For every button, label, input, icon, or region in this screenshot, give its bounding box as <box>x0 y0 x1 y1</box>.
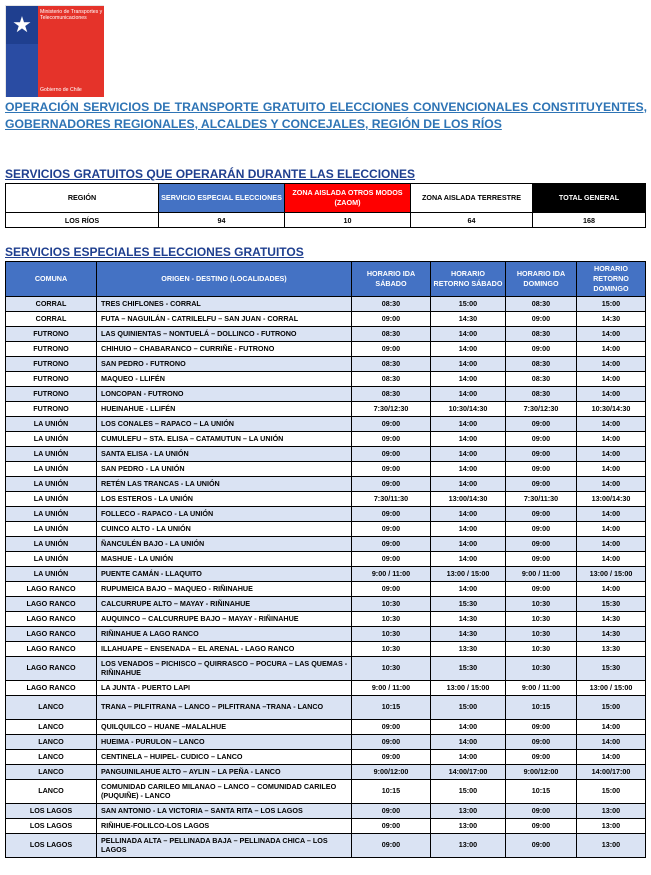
comuna-cell: LA UNIÓN <box>6 507 97 522</box>
comuna-cell: FUTRONO <box>6 387 97 402</box>
comuna-cell: LOS LAGOS <box>6 819 97 834</box>
ida-domingo-cell: 10:30 <box>506 642 577 657</box>
ida-domingo-cell: 09:00 <box>506 804 577 819</box>
ida-domingo-cell: 9:00 / 11:00 <box>506 567 577 582</box>
origin-destination-cell: COMUNIDAD CARILEO MILANAO – LANCO – COMUNIDAD CARILEO (PUQUIÑE) - LANCO <box>97 780 352 804</box>
summary-terrestrial-count: 64 <box>411 213 533 228</box>
retorno-sabado-cell: 14:30 <box>431 627 506 642</box>
services-section-title: SERVICIOS ESPECIALES ELECCIONES GRATUITOS <box>5 245 304 259</box>
ida-sabado-cell: 7:30/12:30 <box>352 402 431 417</box>
comuna-cell: CORRAL <box>6 297 97 312</box>
retorno-domingo-cell: 14:00 <box>577 387 646 402</box>
origin-destination-cell: TRANA – PILFITRANA – LANCO – PILFITRANA –TRANA - LANCO <box>97 696 352 720</box>
table-row <box>6 657 646 681</box>
ida-domingo-cell: 10:30 <box>506 627 577 642</box>
ida-sabado-cell: 08:30 <box>352 357 431 372</box>
ida-domingo-cell: 08:30 <box>506 327 577 342</box>
retorno-domingo-cell: 15:00 <box>577 696 646 720</box>
origin-destination-cell: CHIHUIO – CHABARANCO – CURRIÑE - FUTRONO <box>97 342 352 357</box>
ida-domingo-cell: 10:30 <box>506 657 577 681</box>
table-row <box>6 387 646 402</box>
retorno-domingo-cell: 13:00 / 15:00 <box>577 681 646 696</box>
retorno-sabado-cell: 13:00 <box>431 819 506 834</box>
origin-destination-cell: LA JUNTA - PUERTO LAPI <box>97 681 352 696</box>
ida-domingo-cell: 09:00 <box>506 432 577 447</box>
retorno-sabado-cell: 13:00 <box>431 804 506 819</box>
header-comuna: COMUNA <box>6 262 97 297</box>
retorno-sabado-cell: 14:30 <box>431 312 506 327</box>
origin-destination-cell: RUPUMEICA BAJO – MAQUEO - RIÑINAHUE <box>97 582 352 597</box>
origin-destination-cell: LONCOPAN - FUTRONO <box>97 387 352 402</box>
retorno-domingo-cell: 13:00 / 15:00 <box>577 567 646 582</box>
ida-sabado-cell: 09:00 <box>352 834 431 858</box>
retorno-domingo-cell: 15:00 <box>577 780 646 804</box>
ida-domingo-cell: 09:00 <box>506 507 577 522</box>
ida-domingo-cell: 10:30 <box>506 597 577 612</box>
comuna-cell: FUTRONO <box>6 357 97 372</box>
retorno-domingo-cell: 14:00 <box>577 417 646 432</box>
table-row <box>6 696 646 720</box>
ida-sabado-cell: 09:00 <box>352 312 431 327</box>
table-row <box>6 417 646 432</box>
comuna-cell: LA UNIÓN <box>6 477 97 492</box>
ida-sabado-cell: 10:30 <box>352 627 431 642</box>
origin-destination-cell: ÑANCULÉN BAJO - LA UNIÓN <box>97 537 352 552</box>
comuna-cell: LANCO <box>6 696 97 720</box>
retorno-sabado-cell: 14:00 <box>431 462 506 477</box>
services-table <box>5 261 646 858</box>
table-row <box>6 477 646 492</box>
comuna-cell: LA UNIÓN <box>6 567 97 582</box>
retorno-sabado-cell: 13:00 / 15:00 <box>431 681 506 696</box>
header-retorno-domingo: HORARIO RETORNO DOMINGO <box>577 262 646 297</box>
retorno-domingo-cell: 14:00 <box>577 582 646 597</box>
comuna-cell: FUTRONO <box>6 327 97 342</box>
retorno-sabado-cell: 14:00 <box>431 750 506 765</box>
ida-domingo-cell: 09:00 <box>506 735 577 750</box>
ida-domingo-cell: 09:00 <box>506 342 577 357</box>
retorno-sabado-cell: 14:00 <box>431 552 506 567</box>
comuna-cell: LA UNIÓN <box>6 447 97 462</box>
origin-destination-cell: FOLLECO - RAPACO - LA UNIÓN <box>97 507 352 522</box>
retorno-domingo-cell: 14:00 <box>577 537 646 552</box>
ministry-logo <box>5 5 104 97</box>
table-row <box>6 357 646 372</box>
table-row <box>6 582 646 597</box>
origin-destination-cell: SAN ANTONIO - LA VICTORIA – SANTA RITA – LOS LAGOS <box>97 804 352 819</box>
origin-destination-cell: CUINCO ALTO - LA UNIÓN <box>97 522 352 537</box>
retorno-domingo-cell: 14:00 <box>577 522 646 537</box>
ida-sabado-cell: 10:30 <box>352 657 431 681</box>
retorno-sabado-cell: 14:00/17:00 <box>431 765 506 780</box>
ida-sabado-cell: 10:30 <box>352 642 431 657</box>
origin-destination-cell: TRES CHIFLONES - CORRAL <box>97 297 352 312</box>
ida-sabado-cell: 08:30 <box>352 372 431 387</box>
table-row <box>6 327 646 342</box>
comuna-cell: LA UNIÓN <box>6 492 97 507</box>
ida-sabado-cell: 10:30 <box>352 612 431 627</box>
retorno-sabado-cell: 14:00 <box>431 477 506 492</box>
ida-domingo-cell: 08:30 <box>506 387 577 402</box>
retorno-domingo-cell: 14:00 <box>577 462 646 477</box>
comuna-cell: LOS LAGOS <box>6 804 97 819</box>
ida-sabado-cell: 08:30 <box>352 327 431 342</box>
ida-sabado-cell: 09:00 <box>352 582 431 597</box>
retorno-sabado-cell: 13:30 <box>431 642 506 657</box>
retorno-sabado-cell: 10:30/14:30 <box>431 402 506 417</box>
ida-domingo-cell: 09:00 <box>506 552 577 567</box>
retorno-domingo-cell: 14:00 <box>577 735 646 750</box>
ida-sabado-cell: 10:30 <box>352 597 431 612</box>
retorno-sabado-cell: 14:00 <box>431 342 506 357</box>
comuna-cell: FUTRONO <box>6 402 97 417</box>
comuna-cell: LAGO RANCO <box>6 657 97 681</box>
retorno-domingo-cell: 14:00 <box>577 507 646 522</box>
retorno-sabado-cell: 15:00 <box>431 696 506 720</box>
origin-destination-cell: CALCURRUPE ALTO – MAYAY - RIÑINAHUE <box>97 597 352 612</box>
page-title: OPERACIÓN SERVICIOS DE TRANSPORTE GRATUITO ELECCIONES CONVENCIONALES CONSTITUYENTES, GOBERNADORES REGIONALES, ALCALDES Y CONCEJALES, REGIÓN DE LOS RÍOS <box>5 100 647 131</box>
retorno-sabado-cell: 14:00 <box>431 582 506 597</box>
origin-destination-cell: PELLINADA ALTA – PELLINADA BAJA – PELLINADA CHICA – LOS LAGOS <box>97 834 352 858</box>
retorno-domingo-cell: 14:00 <box>577 750 646 765</box>
ida-sabado-cell: 08:30 <box>352 387 431 402</box>
ida-domingo-cell: 08:30 <box>506 372 577 387</box>
ida-sabado-cell: 09:00 <box>352 447 431 462</box>
table-row <box>6 750 646 765</box>
ida-domingo-cell: 09:00 <box>506 582 577 597</box>
table-row <box>6 447 646 462</box>
table-row <box>6 567 646 582</box>
retorno-sabado-cell: 14:00 <box>431 720 506 735</box>
summary-header-row <box>6 184 646 213</box>
retorno-domingo-cell: 14:00 <box>577 720 646 735</box>
retorno-domingo-cell: 14:00 <box>577 447 646 462</box>
retorno-domingo-cell: 14:00 <box>577 477 646 492</box>
table-row <box>6 342 646 357</box>
origin-destination-cell: CENTINELA – HUIPEL- CUDICO – LANCO <box>97 750 352 765</box>
ida-domingo-cell: 9:00/12:00 <box>506 765 577 780</box>
table-row <box>6 765 646 780</box>
logo-government-text: Gobierno de Chile <box>40 87 82 93</box>
table-row <box>6 312 646 327</box>
ida-sabado-cell: 09:00 <box>352 342 431 357</box>
ida-domingo-cell: 09:00 <box>506 834 577 858</box>
table-row <box>6 402 646 417</box>
logo-blue-block-lower <box>6 44 38 97</box>
table-row <box>6 462 646 477</box>
retorno-domingo-cell: 14:00 <box>577 552 646 567</box>
ida-domingo-cell: 08:30 <box>506 297 577 312</box>
ida-sabado-cell: 09:00 <box>352 462 431 477</box>
retorno-sabado-cell: 15:30 <box>431 597 506 612</box>
origin-destination-cell: SAN PEDRO - LA UNIÓN <box>97 462 352 477</box>
summary-special-count: 94 <box>159 213 285 228</box>
header-ida-domingo: HORARIO IDA DOMINGO <box>506 262 577 297</box>
summary-zaom-count: 10 <box>285 213 411 228</box>
ida-domingo-cell: 09:00 <box>506 312 577 327</box>
comuna-cell: LAGO RANCO <box>6 681 97 696</box>
table-row <box>6 627 646 642</box>
retorno-domingo-cell: 13:00 <box>577 834 646 858</box>
header-retorno-sabado: HORARIO RETORNO SÁBADO <box>431 262 506 297</box>
ida-domingo-cell: 09:00 <box>506 462 577 477</box>
ida-domingo-cell: 7:30/12:30 <box>506 402 577 417</box>
retorno-domingo-cell: 13:30 <box>577 642 646 657</box>
comuna-cell: LAGO RANCO <box>6 627 97 642</box>
ida-domingo-cell: 08:30 <box>506 357 577 372</box>
table-row <box>6 522 646 537</box>
ida-sabado-cell: 09:00 <box>352 735 431 750</box>
header-origin-destination: ORIGEN - DESTINO (LOCALIDADES) <box>97 262 352 297</box>
origin-destination-cell: PUENTE CAMÁN - LLAQUITO <box>97 567 352 582</box>
comuna-cell: CORRAL <box>6 312 97 327</box>
ida-sabado-cell: 09:00 <box>352 750 431 765</box>
retorno-domingo-cell: 14:30 <box>577 312 646 327</box>
summary-header-total: TOTAL GENERAL <box>533 184 646 213</box>
retorno-domingo-cell: 15:30 <box>577 597 646 612</box>
comuna-cell: LA UNIÓN <box>6 432 97 447</box>
origin-destination-cell: QUILQUILCO – HUANE –MALALHUE <box>97 720 352 735</box>
retorno-sabado-cell: 15:00 <box>431 780 506 804</box>
retorno-sabado-cell: 15:00 <box>431 297 506 312</box>
ida-domingo-cell: 09:00 <box>506 720 577 735</box>
origin-destination-cell: LOS ESTEROS - LA UNIÓN <box>97 492 352 507</box>
retorno-domingo-cell: 15:30 <box>577 657 646 681</box>
ida-domingo-cell: 10:15 <box>506 696 577 720</box>
retorno-sabado-cell: 14:30 <box>431 612 506 627</box>
summary-header-terrestrial: ZONA AISLADA TERRESTRE <box>411 184 533 213</box>
comuna-cell: LAGO RANCO <box>6 642 97 657</box>
logo-ministry-text: Ministerio de Transportes y Telecomunicaciones <box>40 9 103 21</box>
origin-destination-cell: HUEIMA - PURULON – LANCO <box>97 735 352 750</box>
comuna-cell: LAGO RANCO <box>6 612 97 627</box>
ida-domingo-cell: 09:00 <box>506 477 577 492</box>
retorno-sabado-cell: 13:00 / 15:00 <box>431 567 506 582</box>
ida-domingo-cell: 09:00 <box>506 447 577 462</box>
comuna-cell: LANCO <box>6 735 97 750</box>
table-row <box>6 834 646 858</box>
table-row <box>6 642 646 657</box>
retorno-sabado-cell: 13:00 <box>431 834 506 858</box>
ida-domingo-cell: 09:00 <box>506 750 577 765</box>
origin-destination-cell: CUMULEFU – STA. ELISA – CATAMUTUN – LA UNIÓN <box>97 432 352 447</box>
retorno-domingo-cell: 14:00 <box>577 357 646 372</box>
ida-sabado-cell: 7:30/11:30 <box>352 492 431 507</box>
ida-sabado-cell: 09:00 <box>352 804 431 819</box>
origin-destination-cell: LOS CONALES – RAPACO – LA UNIÓN <box>97 417 352 432</box>
retorno-domingo-cell: 13:00 <box>577 819 646 834</box>
services-header-row <box>6 262 646 297</box>
retorno-domingo-cell: 14:00 <box>577 372 646 387</box>
origin-destination-cell: RIÑINAHUE A LAGO RANCO <box>97 627 352 642</box>
summary-header-special: SERVICIO ESPECIAL ELECCIONES <box>159 184 285 213</box>
summary-table <box>5 183 646 228</box>
table-row <box>6 681 646 696</box>
retorno-domingo-cell: 14:00 <box>577 342 646 357</box>
ida-sabado-cell: 10:15 <box>352 780 431 804</box>
ida-sabado-cell: 09:00 <box>352 507 431 522</box>
summary-header-zaom: ZONA AISLADA OTROS MODOS (ZAOM) <box>285 184 411 213</box>
comuna-cell: LANCO <box>6 780 97 804</box>
ida-domingo-cell: 7:30/11:30 <box>506 492 577 507</box>
retorno-sabado-cell: 13:00/14:30 <box>431 492 506 507</box>
retorno-sabado-cell: 14:00 <box>431 522 506 537</box>
summary-section-title: SERVICIOS GRATUITOS QUE OPERARÁN DURANTE LAS ELECCIONES <box>5 167 416 181</box>
table-row <box>6 492 646 507</box>
origin-destination-cell: MAQUEO - LLIFÉN <box>97 372 352 387</box>
ida-sabado-cell: 09:00 <box>352 819 431 834</box>
ida-domingo-cell: 9:00 / 11:00 <box>506 681 577 696</box>
summary-data-row <box>6 213 646 228</box>
ida-sabado-cell: 9:00 / 11:00 <box>352 567 431 582</box>
retorno-sabado-cell: 14:00 <box>431 507 506 522</box>
table-row <box>6 432 646 447</box>
ida-sabado-cell: 09:00 <box>352 432 431 447</box>
comuna-cell: FUTRONO <box>6 372 97 387</box>
retorno-domingo-cell: 14:00 <box>577 327 646 342</box>
retorno-sabado-cell: 14:00 <box>431 387 506 402</box>
origin-destination-cell: RETÉN LAS TRANCAS - LA UNIÓN <box>97 477 352 492</box>
retorno-sabado-cell: 14:00 <box>431 537 506 552</box>
table-row <box>6 804 646 819</box>
origin-destination-cell: MASHUE - LA UNIÓN <box>97 552 352 567</box>
origin-destination-cell: RIÑIHUE-FOLILCO-LOS LAGOS <box>97 819 352 834</box>
ida-sabado-cell: 9:00 / 11:00 <box>352 681 431 696</box>
table-row <box>6 372 646 387</box>
retorno-domingo-cell: 13:00 <box>577 804 646 819</box>
comuna-cell: LANCO <box>6 765 97 780</box>
table-row <box>6 537 646 552</box>
comuna-cell: LANCO <box>6 750 97 765</box>
ida-domingo-cell: 09:00 <box>506 537 577 552</box>
ida-sabado-cell: 09:00 <box>352 477 431 492</box>
ida-domingo-cell: 10:15 <box>506 780 577 804</box>
comuna-cell: LAGO RANCO <box>6 597 97 612</box>
ida-domingo-cell: 09:00 <box>506 417 577 432</box>
origin-destination-cell: LOS VENADOS – PICHISCO – QUIRRASCO – POCURA – LAS QUEMAS - RIÑINAHUE <box>97 657 352 681</box>
table-row <box>6 780 646 804</box>
retorno-sabado-cell: 14:00 <box>431 372 506 387</box>
origin-destination-cell: PANGUINILAHUE ALTO – AYLIN – LA PEÑA - LANCO <box>97 765 352 780</box>
comuna-cell: FUTRONO <box>6 342 97 357</box>
table-row <box>6 612 646 627</box>
retorno-sabado-cell: 14:00 <box>431 432 506 447</box>
retorno-domingo-cell: 14:00/17:00 <box>577 765 646 780</box>
retorno-domingo-cell: 10:30/14:30 <box>577 402 646 417</box>
table-row <box>6 507 646 522</box>
comuna-cell: LANCO <box>6 720 97 735</box>
ida-domingo-cell: 10:30 <box>506 612 577 627</box>
retorno-domingo-cell: 14:30 <box>577 612 646 627</box>
comuna-cell: LA UNIÓN <box>6 522 97 537</box>
ida-sabado-cell: 09:00 <box>352 537 431 552</box>
origin-destination-cell: LAS QUINIENTAS – NONTUELÁ – DOLLINCO - FUTRONO <box>97 327 352 342</box>
ida-domingo-cell: 09:00 <box>506 819 577 834</box>
origin-destination-cell: ILLAHUAPE – ENSENADA – EL ARENAL - LAGO RANCO <box>97 642 352 657</box>
retorno-sabado-cell: 14:00 <box>431 417 506 432</box>
retorno-domingo-cell: 15:00 <box>577 297 646 312</box>
comuna-cell: LA UNIÓN <box>6 417 97 432</box>
retorno-domingo-cell: 14:00 <box>577 432 646 447</box>
summary-region: LOS RÍOS <box>6 213 159 228</box>
origin-destination-cell: SAN PEDRO - FUTRONO <box>97 357 352 372</box>
retorno-sabado-cell: 14:00 <box>431 447 506 462</box>
comuna-cell: LAGO RANCO <box>6 582 97 597</box>
ida-sabado-cell: 09:00 <box>352 552 431 567</box>
comuna-cell: LA UNIÓN <box>6 462 97 477</box>
comuna-cell: LA UNIÓN <box>6 552 97 567</box>
ida-sabado-cell: 09:00 <box>352 720 431 735</box>
logo-star-icon: ★ <box>12 12 32 37</box>
ida-sabado-cell: 08:30 <box>352 297 431 312</box>
retorno-sabado-cell: 14:00 <box>431 357 506 372</box>
summary-total-count: 168 <box>533 213 646 228</box>
table-row <box>6 720 646 735</box>
table-row <box>6 597 646 612</box>
origin-destination-cell: FUTA – NAGUILÁN - CATRILELFU – SAN JUAN - CORRAL <box>97 312 352 327</box>
ida-sabado-cell: 09:00 <box>352 417 431 432</box>
ida-domingo-cell: 09:00 <box>506 522 577 537</box>
retorno-sabado-cell: 14:00 <box>431 327 506 342</box>
origin-destination-cell: SANTA ELISA - LA UNIÓN <box>97 447 352 462</box>
retorno-domingo-cell: 13:00/14:30 <box>577 492 646 507</box>
retorno-sabado-cell: 14:00 <box>431 735 506 750</box>
header-ida-sabado: HORARIO IDA SÁBADO <box>352 262 431 297</box>
table-row <box>6 735 646 750</box>
ida-sabado-cell: 9:00/12:00 <box>352 765 431 780</box>
summary-header-region: REGIÓN <box>6 184 159 213</box>
origin-destination-cell: HUEINAHUE - LLIFÉN <box>97 402 352 417</box>
table-row <box>6 552 646 567</box>
retorno-sabado-cell: 15:30 <box>431 657 506 681</box>
comuna-cell: LOS LAGOS <box>6 834 97 858</box>
comuna-cell: LA UNIÓN <box>6 537 97 552</box>
ida-sabado-cell: 10:15 <box>352 696 431 720</box>
retorno-domingo-cell: 14:30 <box>577 627 646 642</box>
ida-sabado-cell: 09:00 <box>352 522 431 537</box>
origin-destination-cell: AUQUINCO – CALCURRUPE BAJO – MAYAY - RIÑINAHUE <box>97 612 352 627</box>
table-row <box>6 297 646 312</box>
table-row <box>6 819 646 834</box>
